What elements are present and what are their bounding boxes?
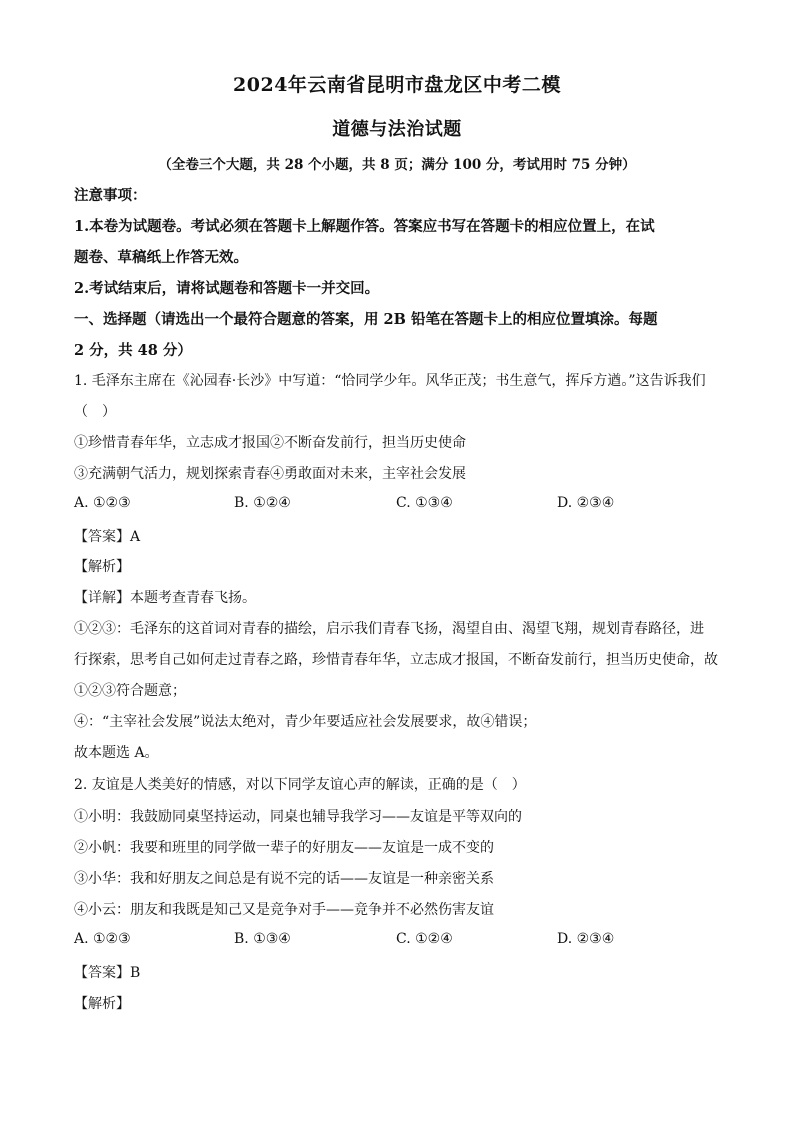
answer-value: B [130, 965, 141, 981]
q1-option-a: A. ①②③ [74, 495, 131, 511]
q1-explain-1-end: ①②③符合题意； [74, 683, 186, 699]
notice-heading: 注意事项： [74, 187, 147, 204]
q1-stem-cont: （ ） [74, 404, 116, 420]
notice-item-2: 2.考试结束后，请将试题卷和答题卡一并交回。 [74, 280, 380, 297]
q2-statement-1: ①小明：我鼓励同桌坚持运动，同桌也辅导我学习——友谊是平等双向的 [74, 809, 522, 825]
q2-option-a: A. ①②③ [74, 931, 131, 947]
q1-analysis-tag: 【解析】 [74, 559, 130, 575]
q1-option-b: B. ①②④ [234, 495, 291, 511]
q1-detail [74, 587, 724, 607]
q2-option-c: C. ①②④ [396, 931, 453, 947]
q2-statement-3: ③小华：我和好朋友之间总是有说不完的话——友谊是一种亲密关系 [74, 871, 494, 887]
exam-info: （全卷三个大题，共 28 个小题，共 8 页；满分 100 分，考试用时 75 分钟） [158, 157, 636, 173]
q1-option-d: D. ②③④ [557, 495, 615, 511]
q2-statement-4: ④小云：朋友和我既是知己又是竞争对手——竞争并不必然伤害友谊 [74, 902, 494, 918]
q2-stem: 2. 友谊是人类美好的情感，对以下同学友谊心声的解读，正确的是（ ） [74, 777, 526, 793]
q2-statement-2: ②小帆：我要和班里的同学做一辈子的好朋友——友谊是一成不变的 [74, 840, 494, 856]
q1-option-c: C. ①③④ [396, 495, 453, 511]
q1-explain-1: ①②③：毛泽东的这首词对青春的描绘，启示我们青春飞扬，渴望自由、渴望飞翔，规划青春路径，进 [74, 621, 704, 637]
exam-subtitle: 道德与法治试题 [332, 119, 462, 140]
q1-answer [74, 526, 724, 546]
answer-tag: 【答案】 [74, 529, 130, 545]
detail-text: 本题考查青春飞扬。 [130, 590, 256, 606]
q2-option-d: D. ②③④ [557, 931, 615, 947]
q1-conclusion: 故本题选 A。 [74, 745, 159, 761]
q2-answer [74, 962, 724, 982]
notice-item-1: 1.本卷为试题卷。考试必须在答题卡上解题作答。答案应书写在答题卡的相应位置上，在试 [74, 218, 655, 235]
q1-explain-1-cont: 行探索，思考自己如何走过青春之路，珍惜青春年华，立志成才报国，不断奋发前行，担当历史使命，故 [74, 652, 718, 668]
notice-item-1-cont: 题卷、草稿纸上作答无效。 [74, 249, 248, 266]
exam-title: 2024年云南省昆明市盘龙区中考二模 [233, 74, 561, 96]
section-heading-cont: 2 分，共 48 分） [74, 342, 192, 359]
q1-statement-2: ③充满朝气活力，规划探索青春④勇敢面对未来，主宰社会发展 [74, 466, 466, 482]
q2-option-b: B. ①③④ [234, 931, 291, 947]
q1-stem: 1. 毛泽东主席在《沁园春·长沙》中写道：“恰同学少年。风华正茂；书生意气，挥斥方遒。”这告诉我们 [74, 373, 706, 389]
answer-tag: 【答案】 [74, 965, 130, 981]
q1-explain-2: ④：“主宰社会发展”说法太绝对，青少年要适应社会发展要求，故④错误； [74, 714, 537, 730]
q1-statement-1: ①珍惜青春年华，立志成才报国②不断奋发前行，担当历史使命 [74, 435, 466, 451]
q2-analysis-tag: 【解析】 [74, 996, 130, 1012]
answer-value: A [130, 529, 141, 545]
detail-tag: 【详解】 [74, 590, 130, 606]
section-heading: 一、选择题（请选出一个最符合题意的答案，用 2B 铅笔在答题卡上的相应位置填涂。每题 [74, 311, 658, 328]
